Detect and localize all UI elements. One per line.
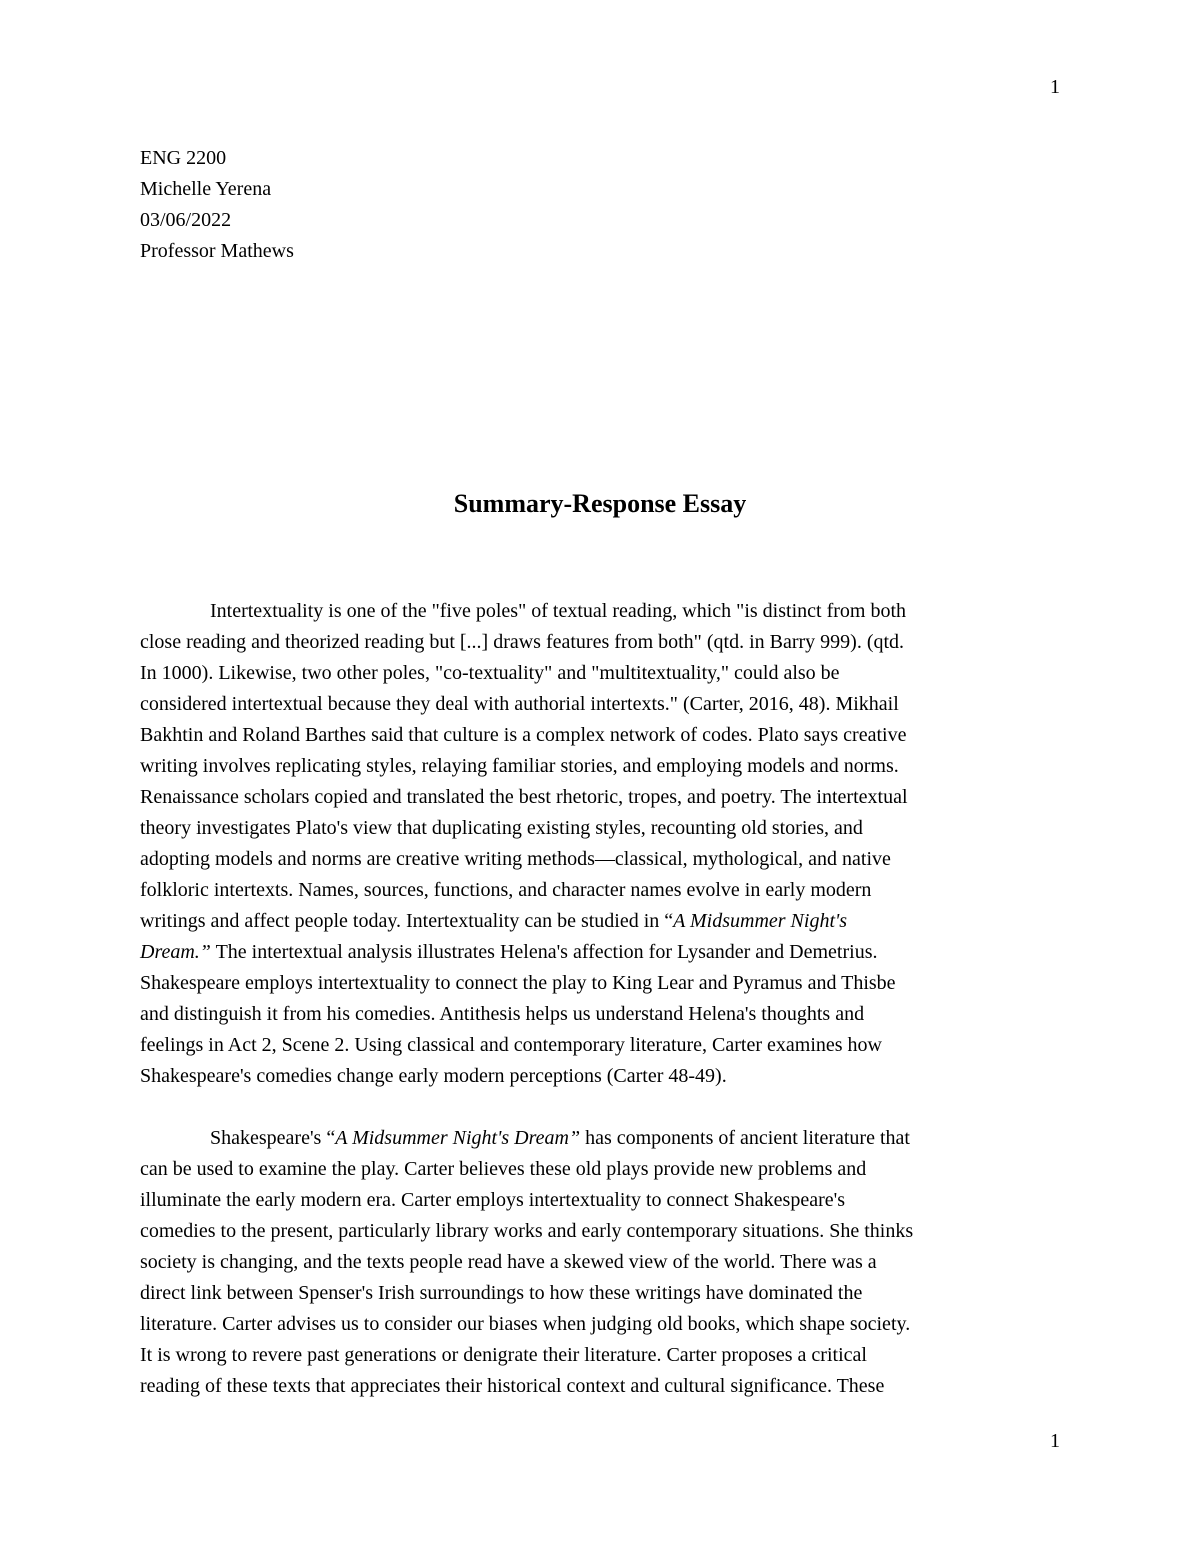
text-line: and distinguish it from his comedies. Antithesis helps us understand Helena's thoughts and (140, 1003, 865, 1025)
play-title-italic: A Midsummer Night's (673, 910, 848, 932)
paragraph-1 (140, 596, 1060, 1092)
paragraph-2 (140, 1123, 1060, 1402)
submission-date: 03/06/2022 (140, 209, 232, 231)
text-line: In 1000). Likewise, two other poles, "co-textuality" and "multitextuality," could also be (140, 662, 840, 684)
essay-header (140, 143, 740, 267)
text-line (140, 906, 1060, 937)
text-line: close reading and theorized reading but [...] draws features from both" (qtd. in Barry 999). (qtd. (140, 631, 905, 653)
text-line: reading of these texts that appreciates their historical context and cultural significance. These (140, 1375, 885, 1397)
text-line: feelings in Act 2, Scene 2. Using classical and contemporary literature, Carter examines how (140, 1034, 882, 1056)
text-line: writing involves replicating styles, relaying familiar stories, and employing models and norms. (140, 755, 899, 777)
paragraph-gap (140, 1092, 1060, 1123)
student-name: Michelle Yerena (140, 178, 272, 200)
play-title-italic: A Midsummer Night's Dream” (335, 1127, 581, 1149)
text-line: theory investigates Plato's view that duplicating existing styles, recounting old stories, and (140, 817, 863, 839)
page-number-bottom: 1 (1050, 1430, 1060, 1452)
text-line (140, 937, 1060, 968)
essay-title: Summary-Response Essay (453, 489, 747, 518)
text-line: comedies to the present, particularly library works and early contemporary situations. She thinks (140, 1220, 914, 1242)
text-line: folkloric intertexts. Names, sources, functions, and character names evolve in early modern (140, 879, 872, 901)
text-line: society is changing, and the texts people read have a skewed view of the world. There was a (140, 1251, 877, 1273)
text-line: illuminate the early modern era. Carter employs intertextuality to connect Shakespeare's (140, 1189, 846, 1211)
page-number-top: 1 (1050, 76, 1060, 98)
text-line: adopting models and norms are creative writing methods—classical, mythological, and native (140, 848, 891, 870)
text-line: literature. Carter advises us to consider our biases when judging old books, which shape society. (140, 1313, 911, 1335)
text-line: Intertextuality is one of the "five poles" of textual reading, which "is distinct from both (210, 600, 906, 622)
text-line: direct link between Spenser's Irish surroundings to how these writings have dominated the (140, 1282, 863, 1304)
professor-name: Professor Mathews (140, 240, 294, 262)
text-segment: writings and affect people today. Intertextuality can be studied in “ (140, 910, 674, 932)
text-line: It is wrong to revere past generations or denigrate their literature. Carter proposes a critical (140, 1344, 867, 1366)
text-line (140, 1123, 1060, 1154)
play-title-italic: Dream.” (140, 941, 211, 963)
text-line: Shakespeare employs intertextuality to connect the play to King Lear and Pyramus and Thisbe (140, 972, 896, 994)
text-line: Renaissance scholars copied and translated the best rhetoric, tropes, and poetry. The intertextual (140, 786, 908, 808)
text-segment: has components of ancient literature that (580, 1127, 910, 1149)
course-code: ENG 2200 (140, 147, 227, 169)
text-segment: The intertextual analysis illustrates Helena's affection for Lysander and Demetrius. (210, 941, 878, 963)
text-line: considered intertextual because they deal with authorial intertexts." (Carter, 2016, 48). Mikhail (140, 693, 899, 715)
text-line: Shakespeare's comedies change early modern perceptions (Carter 48-49). (140, 1065, 727, 1087)
text-line: Bakhtin and Roland Barthes said that culture is a complex network of codes. Plato says creative (140, 724, 907, 746)
text-segment: Shakespeare's “ (210, 1127, 336, 1149)
essay-body (140, 596, 1060, 1402)
text-line: can be used to examine the play. Carter believes these old plays provide new problems and (140, 1158, 867, 1180)
